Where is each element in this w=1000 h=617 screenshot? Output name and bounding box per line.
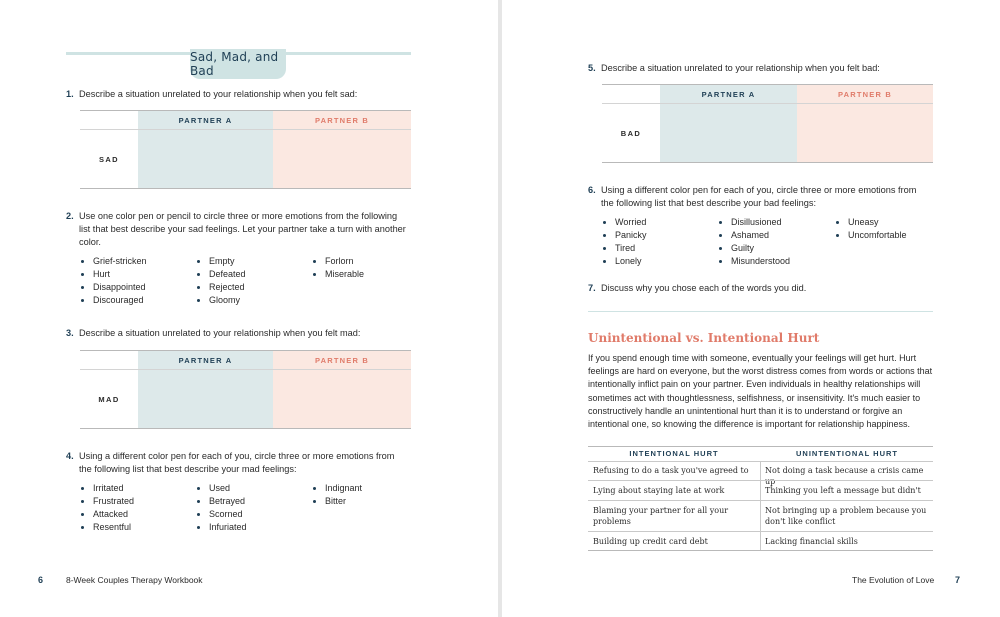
emotion-item[interactable]: Disillusioned bbox=[718, 216, 790, 229]
emotion-item[interactable]: Disappointed bbox=[80, 281, 147, 294]
emotion-item[interactable]: Irritated bbox=[80, 482, 134, 495]
emotion-item[interactable]: Frustrated bbox=[80, 495, 134, 508]
emotion-item[interactable]: Attacked bbox=[80, 508, 134, 521]
question-number: 4. bbox=[66, 451, 74, 461]
question-6 bbox=[588, 184, 933, 210]
emotion-item[interactable]: Forlorn bbox=[312, 255, 364, 268]
question-text: Describe a situation unrelated to your relationship when you felt mad: bbox=[79, 328, 361, 338]
question-text: Discuss why you chose each of the words you did. bbox=[601, 283, 807, 293]
emotion-item[interactable]: Betrayed bbox=[196, 495, 247, 508]
row-label-bad: BAD bbox=[620, 129, 642, 138]
question-text: Use one color pen or pencil to circle three or more emotions from the following list that best describe your sad feelings. Let your partner take a turn with another color. bbox=[79, 211, 406, 247]
unintentional-cell: Not doing a task because a crisis came up bbox=[765, 466, 924, 486]
emotion-item[interactable]: Bitter bbox=[312, 495, 362, 508]
question-7 bbox=[588, 282, 933, 295]
bad-emotions-col1 bbox=[602, 216, 647, 268]
partner-b-response-area[interactable] bbox=[273, 130, 411, 188]
question-number: 6. bbox=[588, 185, 596, 195]
unintentional-cell: Lacking financial skills bbox=[765, 537, 858, 546]
page-number-right: 7 bbox=[955, 575, 961, 585]
question-number: 3. bbox=[66, 328, 74, 338]
hurt-section-paragraph: If you spend enough time with someone, eventually your feelings will get hurt. Hurt feelings are hard on everyone, but the worst distress comes from words or actions that intentionally inflict pain on your partner. Even individuals in healthy relationships will sometimes act with thoughtlessness, selfishness, or insensitivity. It's much easier to constructively handle an unintentional hurt than it is to understand or forgive an intentional one, so knowing the difference is important for relationship happiness. bbox=[588, 353, 933, 430]
partner-b-response-area[interactable] bbox=[273, 370, 411, 428]
table-row bbox=[588, 480, 933, 500]
partner-a-header: PARTNER A bbox=[660, 85, 797, 103]
question-text: Describe a situation unrelated to your relationship when you felt sad: bbox=[79, 89, 358, 99]
intentional-cell: Building up credit card debt bbox=[593, 537, 708, 546]
emotion-item[interactable]: Hurt bbox=[80, 268, 147, 281]
mad-emotions-col2 bbox=[196, 482, 247, 534]
page-number-left: 6 bbox=[38, 575, 44, 585]
intentional-cell: Refusing to do a task you've agreed to bbox=[593, 466, 749, 475]
hurt-section-title: Unintentional vs. Intentional Hurt bbox=[588, 331, 820, 345]
mad-response-table bbox=[80, 350, 411, 429]
book-title-footer: 8-Week Couples Therapy Workbook bbox=[66, 575, 203, 585]
partner-b-response-area[interactable] bbox=[797, 104, 933, 162]
section-divider bbox=[588, 311, 933, 312]
emotion-item[interactable]: Ashamed bbox=[718, 229, 790, 242]
sad-emotions-col3 bbox=[312, 255, 364, 281]
sad-response-table bbox=[80, 110, 411, 189]
question-number: 7. bbox=[588, 283, 596, 293]
question-2 bbox=[66, 210, 411, 249]
question-1 bbox=[66, 88, 411, 101]
question-3 bbox=[66, 327, 411, 340]
table-row bbox=[588, 461, 933, 486]
emotion-item[interactable]: Miserable bbox=[312, 268, 364, 281]
partner-b-header: PARTNER B bbox=[797, 85, 933, 103]
partner-a-header: PARTNER A bbox=[138, 111, 273, 129]
emotion-item[interactable]: Empty bbox=[196, 255, 246, 268]
emotion-item[interactable]: Worried bbox=[602, 216, 647, 229]
question-4 bbox=[66, 450, 411, 476]
question-number: 5. bbox=[588, 63, 596, 73]
partner-a-response-area[interactable] bbox=[138, 370, 273, 428]
table-row bbox=[588, 500, 933, 531]
intentional-cell: Lying about staying late at work bbox=[593, 486, 725, 495]
emotion-item[interactable]: Panicky bbox=[602, 229, 647, 242]
partner-a-response-area[interactable] bbox=[660, 104, 797, 162]
emotion-item[interactable]: Guilty bbox=[718, 242, 790, 255]
question-5 bbox=[588, 62, 933, 75]
bad-emotions-col2 bbox=[718, 216, 790, 268]
partner-b-header: PARTNER B bbox=[273, 351, 411, 369]
partner-a-header: PARTNER A bbox=[138, 351, 273, 369]
unintentional-cell: Thinking you left a message but didn't bbox=[765, 486, 921, 495]
section-header-tab bbox=[190, 49, 286, 79]
chapter-title-footer: The Evolution of Love bbox=[852, 575, 935, 585]
partner-a-response-area[interactable] bbox=[138, 130, 273, 188]
emotion-item[interactable]: Tired bbox=[602, 242, 647, 255]
emotion-item[interactable]: Rejected bbox=[196, 281, 246, 294]
emotion-item[interactable]: Used bbox=[196, 482, 247, 495]
emotion-item[interactable]: Defeated bbox=[196, 268, 246, 281]
emotion-item[interactable]: Indignant bbox=[312, 482, 362, 495]
emotion-item[interactable]: Misunderstood bbox=[718, 255, 790, 268]
emotion-item[interactable]: Discouraged bbox=[80, 294, 147, 307]
bad-response-table bbox=[602, 84, 933, 163]
unintentional-cell: Not bringing up a problem because you don't like conflict bbox=[765, 506, 927, 526]
row-label-sad: SAD bbox=[98, 155, 120, 164]
row-label-mad: MAD bbox=[98, 395, 120, 404]
emotion-item[interactable]: Scorned bbox=[196, 508, 247, 521]
emotion-item[interactable]: Infuriated bbox=[196, 521, 247, 534]
table-bottom-rule bbox=[588, 550, 933, 551]
bad-emotions-col3 bbox=[835, 216, 907, 242]
emotion-item[interactable]: Lonely bbox=[602, 255, 647, 268]
emotion-item[interactable]: Uneasy bbox=[835, 216, 907, 229]
question-text: Using a different color pen for each of you, circle three or more emotions from the following list that best describe your bad feelings: bbox=[601, 185, 917, 208]
question-text: Using a different color pen for each of you, circle three or more emotions from the following list that best describe your mad feelings: bbox=[79, 451, 395, 474]
sad-emotions-col2 bbox=[196, 255, 246, 307]
emotion-item[interactable]: Uncomfortable bbox=[835, 229, 907, 242]
question-number: 1. bbox=[66, 89, 74, 99]
partner-b-header: PARTNER B bbox=[273, 111, 411, 129]
emotion-item[interactable]: Grief-stricken bbox=[80, 255, 147, 268]
section-title: Sad, Mad, and Bad bbox=[190, 50, 279, 78]
table-row bbox=[588, 531, 933, 550]
sad-emotions-col1 bbox=[80, 255, 147, 307]
intentional-cell: Blaming your partner for all your problems bbox=[593, 506, 729, 526]
intentional-hurt-header: INTENTIONAL HURT bbox=[629, 449, 719, 458]
unintentional-hurt-header: UNINTENTIONAL HURT bbox=[795, 449, 899, 458]
question-text: Describe a situation unrelated to your relationship when you felt bad: bbox=[601, 63, 880, 73]
mad-emotions-col3 bbox=[312, 482, 362, 508]
emotion-item[interactable]: Gloomy bbox=[196, 294, 246, 307]
question-number: 2. bbox=[66, 211, 74, 221]
mad-emotions-col1 bbox=[80, 482, 134, 534]
emotion-item[interactable]: Resentful bbox=[80, 521, 134, 534]
